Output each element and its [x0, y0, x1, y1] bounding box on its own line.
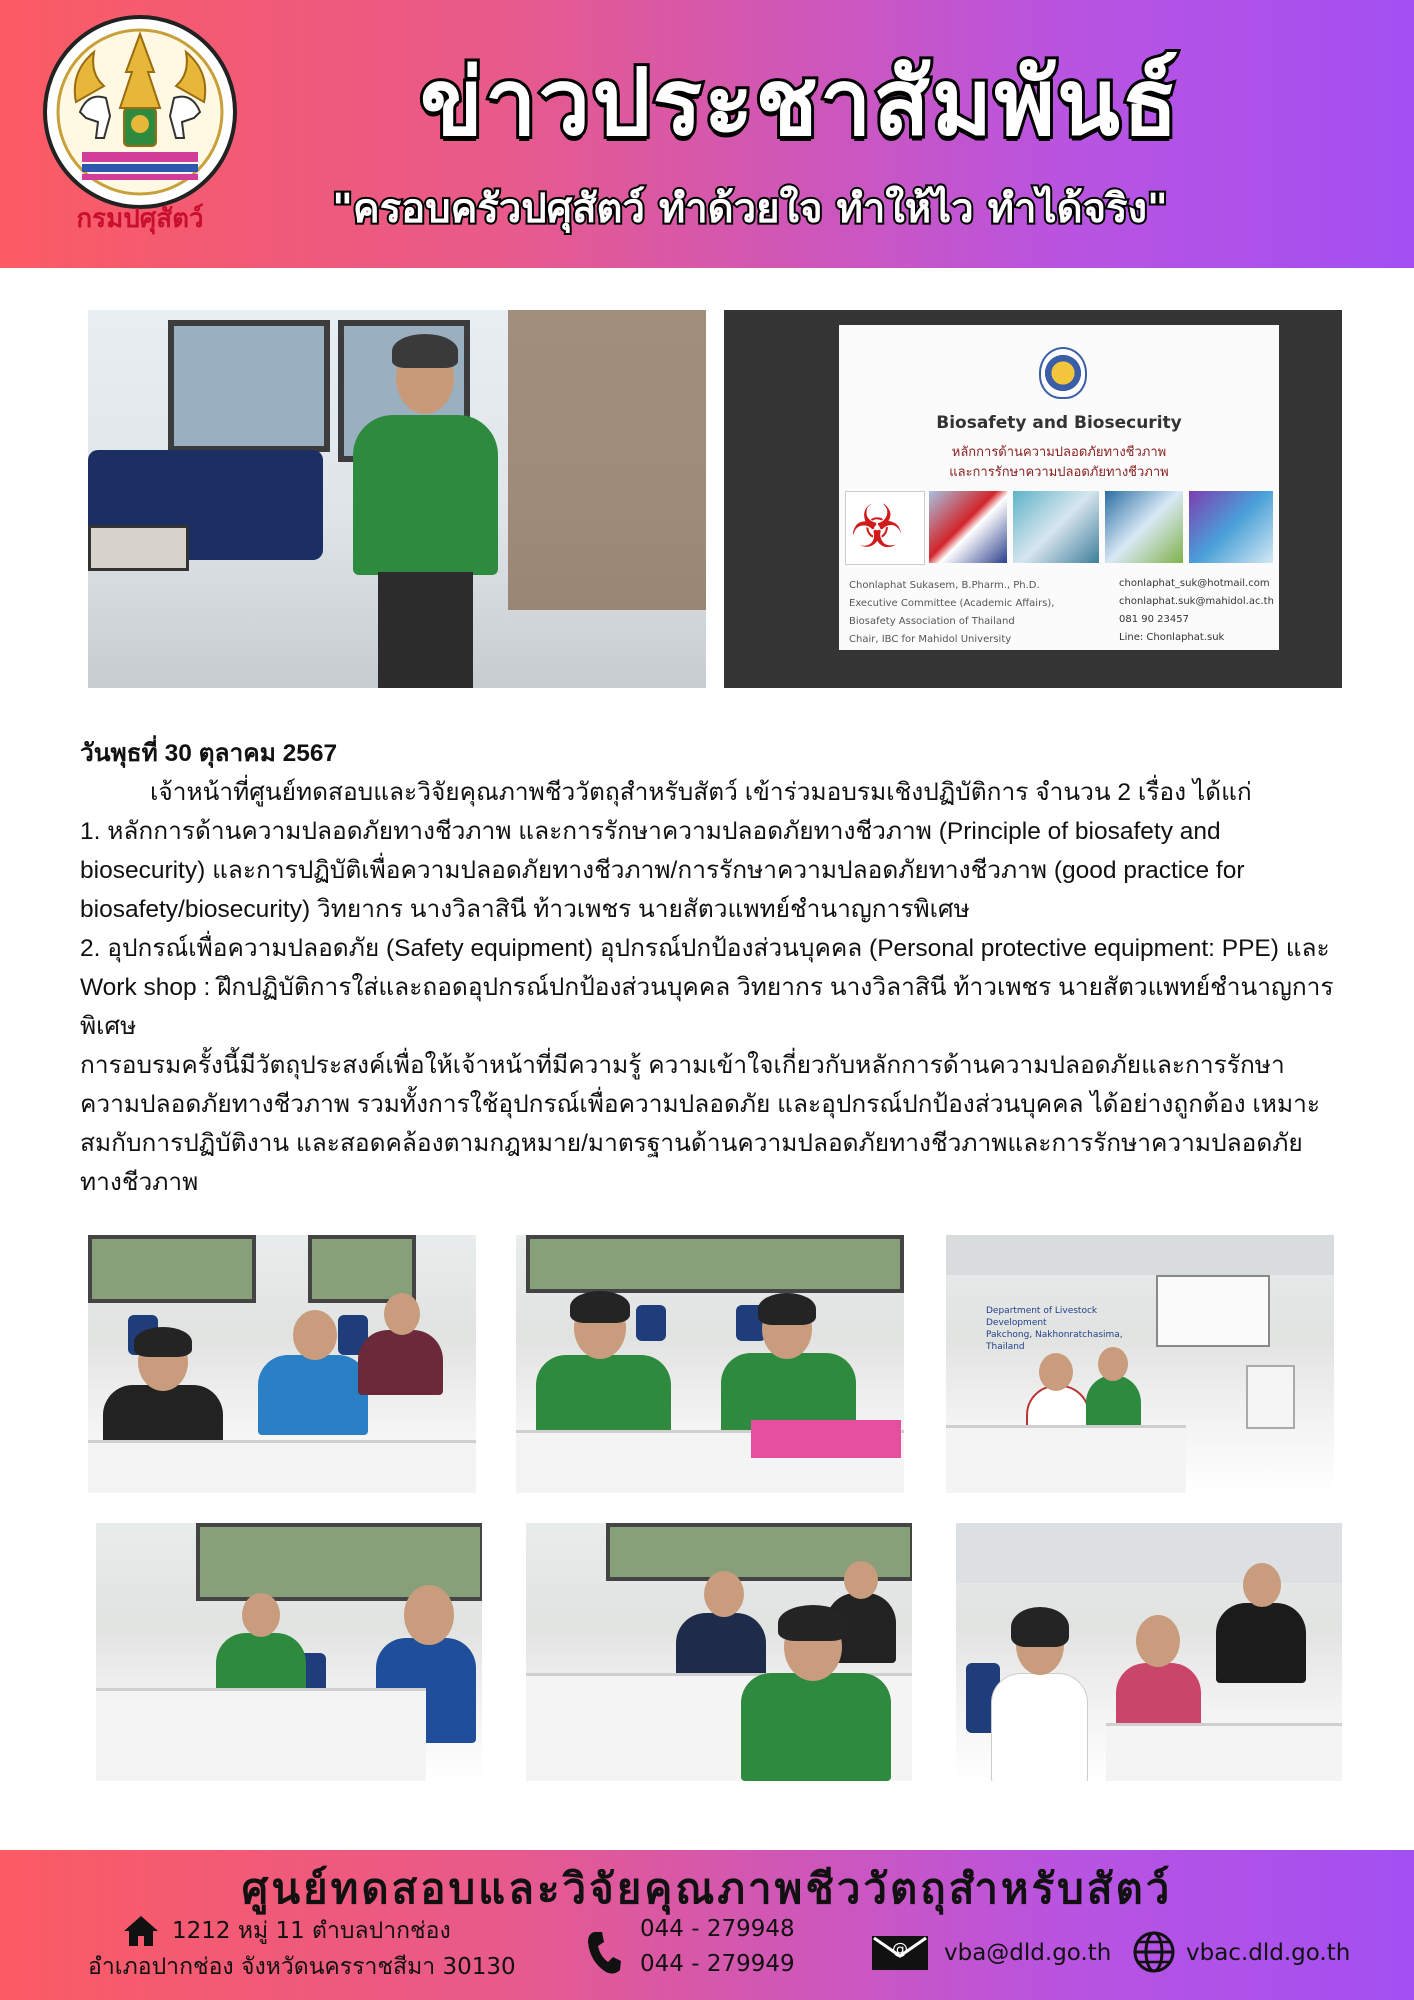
- slide-title: Biosafety and Biosecurity: [936, 413, 1182, 433]
- mahidol-logo: [1039, 347, 1087, 399]
- article-item-1: 1. หลักการด้านความปลอดภัยทางชีวภาพ และการรักษาความปลอดภัยทางชีวภาพ (Principle of biosafety and biosecurity) และการปฏิบัติเพื่อความปลอดภัยทางชีวภาพ/การรักษาความปลอดภัยทางชีวภาพ (good practice for biosafety/biosecurity) วิทยากร นางวิลาสินี ท้าวเพชร นายสัตวแพทย์ชำนาญการพิเศษ: [80, 818, 1245, 923]
- globe-icon: [1132, 1930, 1176, 1974]
- footer-address-line-1: 1212 หมู่ 11 ตำบลปากช่อง: [172, 1918, 451, 1944]
- photo-training-3: [946, 1235, 1334, 1493]
- photo-training-4: [96, 1523, 482, 1781]
- slide-screen: [839, 325, 1279, 650]
- photo-training-1: [88, 1235, 476, 1493]
- svg-text:กรมปศุสัตว์: กรมปศุสัตว์: [76, 204, 204, 234]
- photo-presentation-slide: [724, 310, 1342, 688]
- slide-contacts: chonlaphat_suk@hotmail.com chonlaphat.suk@mahidol.ac.th 081 90 23457 Line: Chonlaphat.suk: [1119, 578, 1274, 643]
- header-banner: [0, 0, 1414, 268]
- photo-training-6: [956, 1523, 1342, 1781]
- article-item-2: 2. อุปกรณ์เพื่อความปลอดภัย (Safety equipment) อุปกรณ์ปกป้องส่วนบุคคล (Personal protective equipment: PPE) และ Work shop : ฝึกปฏิบัติการใส่และถอดอุปกรณ์ปกป้องส่วนบุคคล วิทยากร นางวิลาสินี ท้าวเพชร นายสัตวแพทย์ชำนาญการพิเศษ: [80, 935, 1334, 1040]
- footer-address-line-2: อำเภอปากช่อง จังหวัดนครราชสีมา 30130: [88, 1954, 516, 1980]
- training-room-banner: Department of Livestock Development Pakchong, Nakhonratchasima, Thailand: [986, 1306, 1123, 1352]
- footer-org-name: ศูนย์ทดสอบและวิจัยคุณภาพชีววัตถุสำหรับสัตว์: [241, 1864, 1173, 1913]
- footer-banner: [0, 1850, 1414, 2000]
- footer-email[interactable]: vba@dld.go.th: [944, 1940, 1112, 1966]
- article-date: วันพุธที่ 30 ตุลาคม 2567: [80, 740, 338, 767]
- home-icon: [122, 1914, 160, 1948]
- photo-speaker: [88, 310, 706, 688]
- footer-phone-2[interactable]: 044 - 279949: [640, 1951, 795, 1977]
- article-intro: เจ้าหน้าที่ศูนย์ทดสอบและวิจัยคุณภาพชีววัตถุสำหรับสัตว์ เข้าร่วมอบรมเชิงปฏิบัติการ จำนวน 2 เรื่อง ได้แก่: [150, 779, 1252, 806]
- article-objective: การอบรมครั้งนี้มีวัตถุประสงค์เพื่อให้เจ้าหน้าที่มีความรู้ ความเข้าใจเกี่ยวกับหลักการด้านความปลอดภัยและการรักษาความปลอดภัยทางชีวภาพ รวมทั้งการใช้อุปกรณ์เพื่อความปลอดภัย และอุปกรณ์ปกป้องส่วนบุคคล ได้อย่างถูกต้อง เหมาะสมกับการปฏิบัติงาน และสอดคล้องตามกฎหมาย/มาตรฐานด้านความปลอดภัยทางชีวภาพและการรักษาความปลอดภัยทางชีวภาพ: [80, 1052, 1321, 1196]
- phone-icon: [586, 1930, 622, 1976]
- footer-phone-1[interactable]: 044 - 279948: [640, 1916, 795, 1942]
- biohazard-icon: ☣: [845, 491, 925, 565]
- photo-training-5: [526, 1523, 912, 1781]
- email-icon: [870, 1934, 930, 1972]
- slide-thai-line-2: และการรักษาความปลอดภัยทางชีวภาพ: [949, 465, 1169, 480]
- header-slogan: "ครอบครัวปศุสัตว์ ทำด้วยใจ ทำให้ไว ทำได้จริง": [332, 186, 1168, 232]
- footer-website[interactable]: vbac.dld.go.th: [1186, 1940, 1351, 1966]
- slide-presenter: Chonlaphat Sukasem, B.Pharm., Ph.D. Executive Committee (Academic Affairs), Biosafety Association of Thailand Chair, IBC for Mahidol University: [849, 580, 1055, 645]
- article-body: [80, 734, 1340, 1202]
- page-title: ข่าวประชาสัมพันธ์: [419, 49, 1181, 156]
- slide-thai-line-1: หลักการด้านความปลอดภัยทางชีวภาพ: [951, 445, 1167, 460]
- department-logo: [40, 12, 240, 242]
- svg-text:@: @: [892, 1939, 908, 1958]
- photo-training-2: [516, 1235, 904, 1493]
